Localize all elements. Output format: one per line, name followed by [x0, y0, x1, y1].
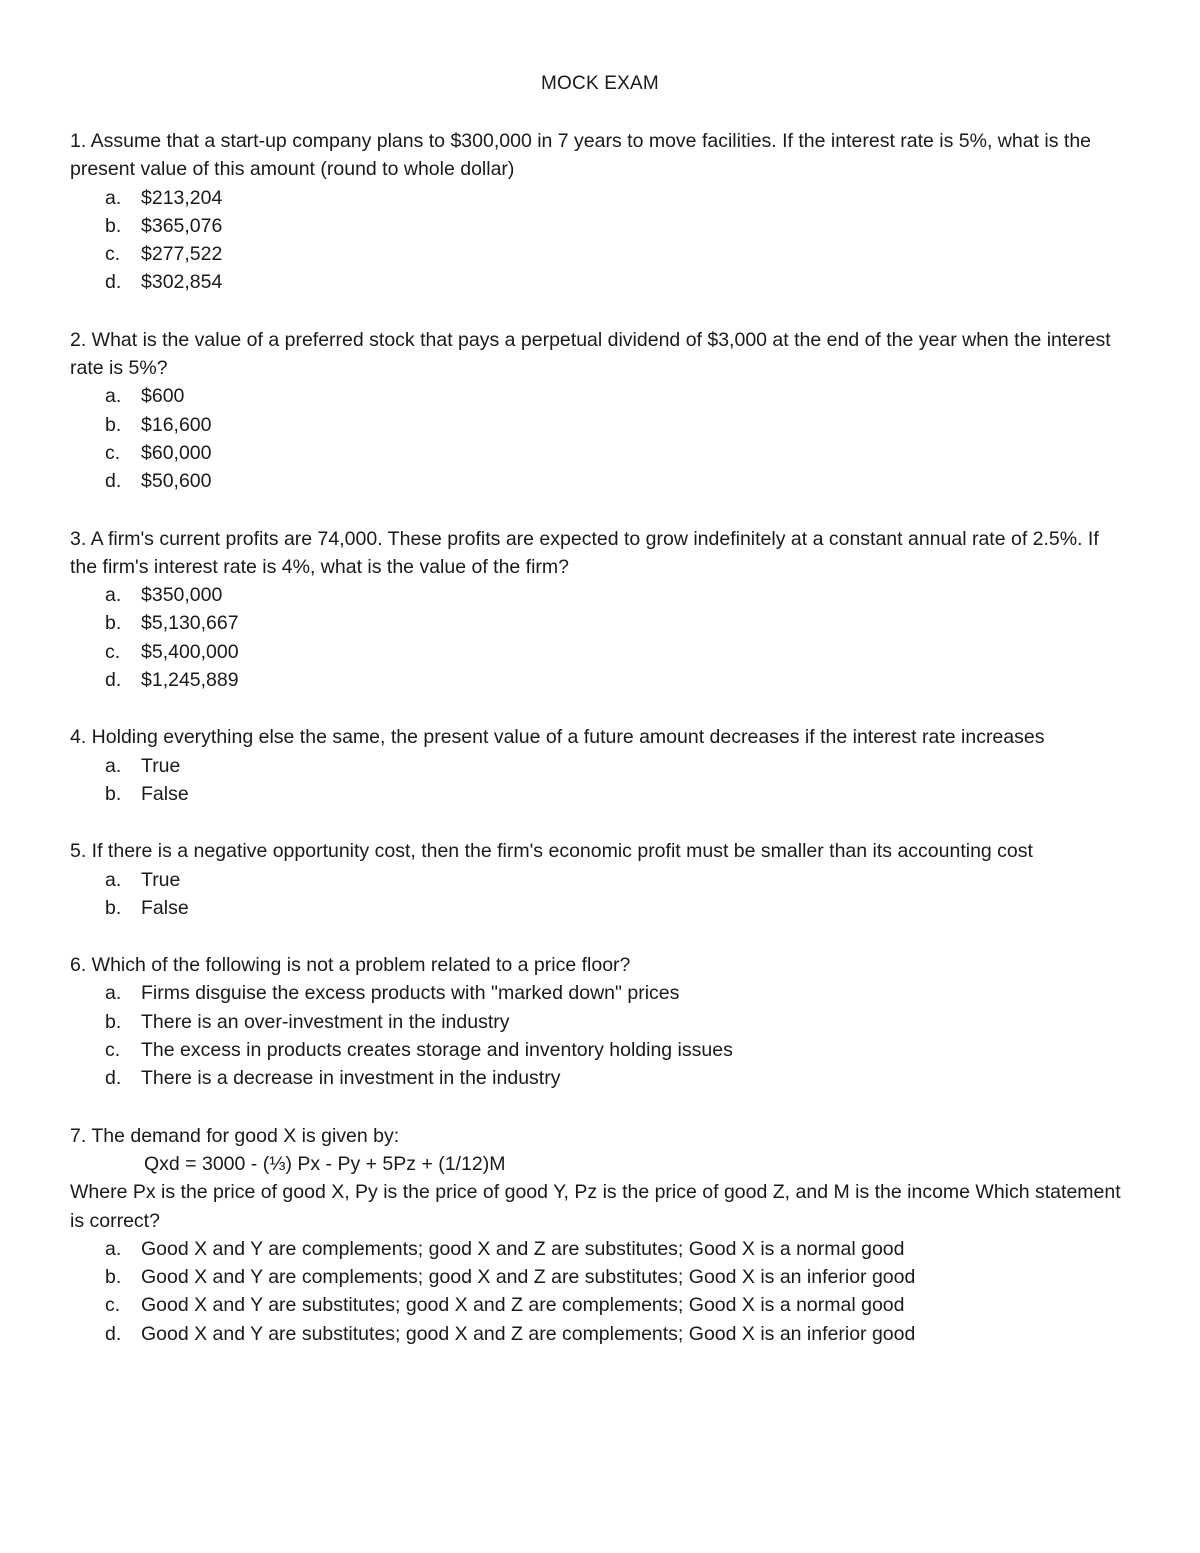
answer-option — [70, 1008, 1130, 1036]
answer-option — [70, 382, 1130, 410]
answer-option — [70, 752, 1130, 780]
question-text: 3. A firm's current profits are 74,000. These profits are expected to grow indefinitely at a constant annual rate of 2.5%. If the firm's interest rate is 4%, what is the value of the firm? — [70, 527, 1099, 578]
question-text: 2. What is the value of a preferred stock that pays a perpetual dividend of $3,000 at the end of the year when the interest rate is 5%? — [70, 328, 1111, 380]
answer-option — [70, 979, 1130, 1007]
option-letter: b. — [105, 214, 122, 237]
answer-options — [70, 866, 1130, 923]
answer-option — [70, 184, 1130, 212]
answer-option — [70, 780, 1130, 808]
answer-option — [70, 467, 1130, 495]
option-text: $5,400,000 — [141, 640, 239, 663]
answer-option — [70, 1036, 1130, 1064]
question-text: 6. Which of the following is not a problem related to a price floor? — [70, 954, 631, 977]
question-context: Where Px is the price of good X, Py is the price of good Y, Pz is the price of good Z, and M is the income Which statement is correct? — [70, 1181, 1121, 1232]
option-letter: d. — [105, 1322, 122, 1345]
answer-options — [70, 184, 1130, 297]
option-text: $5,130,667 — [141, 612, 239, 635]
answer-options — [70, 581, 1130, 694]
option-letter: c. — [105, 441, 121, 464]
option-letter: a. — [105, 584, 122, 607]
question-text: 5. If there is a negative opportunity cost, then the firm's economic profit must be smaller than its accounting cost — [70, 840, 1033, 863]
answer-option — [70, 240, 1130, 268]
option-letter: b. — [105, 413, 122, 436]
answer-option — [70, 581, 1130, 609]
option-letter: c. — [105, 243, 121, 266]
option-text: True — [141, 754, 181, 777]
option-letter: d. — [105, 470, 122, 493]
option-text: There is a decrease in investment in the industry — [141, 1067, 561, 1090]
answer-options — [70, 979, 1130, 1092]
option-text: $302,854 — [141, 271, 223, 294]
answer-option — [70, 1263, 1130, 1291]
question-4 — [70, 723, 1130, 808]
option-letter: d. — [105, 669, 122, 692]
option-letter: b. — [105, 1266, 122, 1289]
option-text: Good X and Y are complements; good X and Z are substitutes; Good X is an inferior good — [141, 1266, 916, 1289]
question-3 — [70, 525, 1130, 695]
option-text: $1,245,889 — [141, 669, 239, 692]
option-text: $600 — [141, 385, 185, 408]
question-text: 1. Assume that a start-up company plans to $300,000 in 7 years to move facilities. If the interest rate is 5%, what is the present value of this amount (round to whole dollar) — [70, 130, 1092, 181]
option-text: $60,000 — [141, 441, 212, 464]
question-5 — [70, 837, 1130, 922]
option-text: True — [141, 868, 181, 891]
option-letter: a. — [105, 186, 122, 209]
question-2 — [70, 326, 1130, 496]
questions-list — [70, 127, 1130, 1377]
page-title: MOCK EXAM — [541, 73, 659, 94]
question-6 — [70, 951, 1130, 1092]
answer-option — [70, 212, 1130, 240]
option-letter: a. — [105, 868, 122, 891]
option-letter: c. — [105, 1039, 121, 1062]
option-letter: d. — [105, 271, 122, 294]
option-letter: c. — [105, 1294, 121, 1317]
option-text: False — [141, 896, 189, 919]
option-text: There is an over-investment in the industry — [141, 1010, 510, 1033]
option-text: Good X and Y are complements; good X and Z are substitutes; Good X is a normal good — [141, 1237, 905, 1260]
option-letter: b. — [105, 896, 122, 919]
option-letter: b. — [105, 1010, 122, 1033]
option-text: $365,076 — [141, 214, 223, 237]
answer-option — [70, 666, 1130, 694]
question-text: 4. Holding everything else the same, the present value of a future amount decreases if the interest rate increases — [70, 726, 1045, 749]
option-letter: a. — [105, 754, 122, 777]
option-text: $277,522 — [141, 243, 223, 266]
answer-option — [70, 1291, 1130, 1319]
option-text: The excess in products creates storage and inventory holding issues — [141, 1039, 733, 1062]
option-text: $350,000 — [141, 584, 223, 607]
answer-option — [70, 894, 1130, 922]
answer-option — [70, 638, 1130, 666]
option-letter: d. — [105, 1067, 122, 1090]
answer-option — [70, 866, 1130, 894]
question-1 — [70, 127, 1130, 297]
question-7 — [70, 1122, 1130, 1348]
option-letter: b. — [105, 612, 122, 635]
answer-option — [70, 609, 1130, 637]
option-letter: a. — [105, 982, 122, 1005]
option-letter: b. — [105, 782, 122, 805]
option-text: Good X and Y are substitutes; good X and Z are complements; Good X is an inferior good — [141, 1322, 916, 1345]
answer-option — [70, 268, 1130, 296]
option-text: Good X and Y are substitutes; good X and Z are complements; Good X is a normal good — [141, 1294, 905, 1317]
option-letter: a. — [105, 1237, 122, 1260]
option-text: $213,204 — [141, 186, 223, 209]
answer-options — [70, 1235, 1130, 1348]
answer-options — [70, 752, 1130, 809]
answer-option — [70, 439, 1130, 467]
option-text: $50,600 — [141, 470, 212, 493]
option-letter: a. — [105, 385, 122, 408]
option-letter: c. — [105, 640, 121, 663]
answer-option — [70, 1064, 1130, 1092]
answer-options — [70, 382, 1130, 495]
option-text: $16,600 — [141, 413, 212, 436]
option-text: False — [141, 782, 189, 805]
answer-option — [70, 1235, 1130, 1263]
answer-option — [70, 411, 1130, 439]
demand-formula: Qxd = 3000 - (⅓) Px - Py + 5Pz + (1/12)M — [144, 1152, 506, 1175]
option-text: Firms disguise the excess products with "marked down" prices — [141, 982, 680, 1005]
answer-option — [70, 1320, 1130, 1348]
question-text: 7. The demand for good X is given by: — [70, 1124, 400, 1147]
